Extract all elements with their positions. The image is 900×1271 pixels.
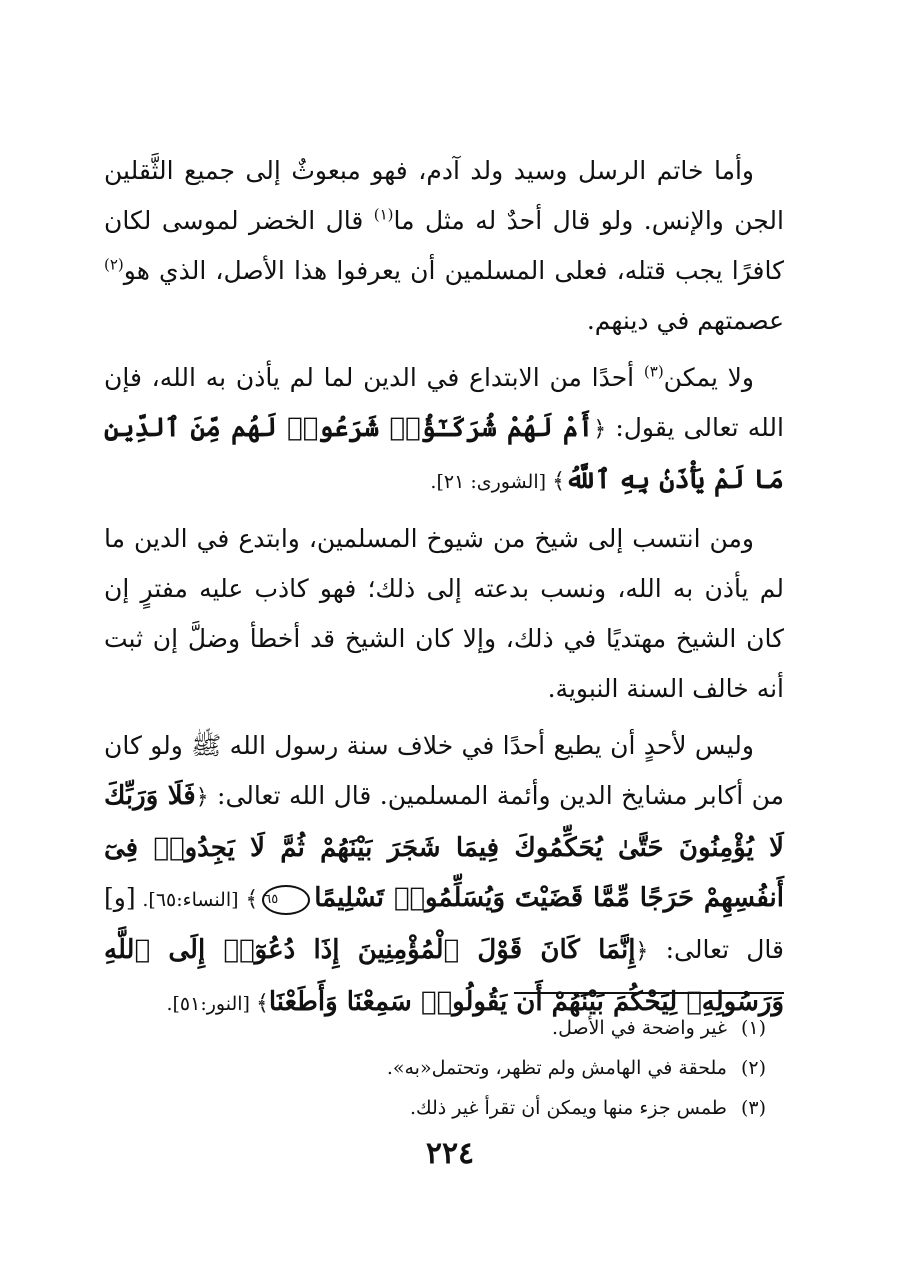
page-number: ٢٢٤ xyxy=(425,1136,475,1171)
paragraph-4-text-a: وليس لأحدٍ أن يطيع أحدًا في خلاف سنة رسول الله ﷺ ولو كان من أكابر مشايخ الدين وأئمة المسلمين. قال الله تعالى: xyxy=(104,731,784,810)
paragraph-1-text-a: وأما خاتم الرسل وسيد ولد آدم، فهو مبعوثٌ إلى جميع الثَّقلين الجن والإنس. ولو قال أحدٌ له مثل ما xyxy=(104,156,784,235)
paragraph-1 xyxy=(104,146,784,346)
footnote-2 xyxy=(126,1048,766,1088)
quran-open-bracket: ﴿ xyxy=(195,785,209,810)
quran-close-bracket: ﴾ xyxy=(552,469,565,494)
footnote-1 xyxy=(126,1008,766,1048)
verse-reference-nur: [النور:٥١]. xyxy=(166,993,256,1015)
quran-close-bracket: ﴾ xyxy=(255,991,269,1016)
footnote-ref-2: (٢) xyxy=(104,255,124,274)
paragraph-2 xyxy=(104,353,784,507)
paragraph-3-text: ومن انتسب إلى شيخ من شيوخ المسلمين، وابتدع في الدين ما لم يأذن به الله، ونسب بدعته إلى ذلك؛ فهو كاذب عليه مفترٍ إن كان الشيخ مهتديًا في ذلك، وإلا كان الشيخ قد أخطأ وضلَّ إن ثبت أنه خالف السنة النبوية. xyxy=(104,524,784,703)
paragraph-2-text-b: أحدًا من الابتداع في الدين لما لم يأذن به الله، فإن الله تعالى يقول: xyxy=(104,363,784,442)
quran-verse-nur: إِنَّمَا كَانَ قَوْلَ ٱلْمُؤْمِنِينَ إِذَا دُعُوٓا۟ إِلَى ٱللَّهِ وَرَسُولِهِۦ لِيَحْكُمَ بَيْنَهُمْ أَن يَقُولُوا۟ سَمِعْنَا وَأَطَعْنَا xyxy=(104,935,784,1017)
paragraph-2-text-a: ولا يمكن xyxy=(663,363,754,392)
paragraph-1-text-b: قال الخضر لموسى لكان كافرًا يجب قتله، فعلى المسلمين أن يعرفوا هذا الأصل، الذي هو xyxy=(104,206,784,285)
footnote-text: طمس جزء منها ويمكن أن تقرأ غير ذلك. xyxy=(409,1097,727,1119)
verse-reference-nisa: [النساء:٦٥]. xyxy=(135,889,246,911)
footnote-number: (٣) xyxy=(740,1097,766,1119)
paragraph-1-text-c: عصمتهم في دينهم. xyxy=(586,306,784,335)
footnote-number: (١) xyxy=(740,1017,766,1039)
footnote-text: غير واضحة في الأصل. xyxy=(552,1017,727,1039)
main-text xyxy=(104,146,784,1029)
paragraph-3 xyxy=(104,514,784,714)
quran-close-bracket: ﴾ xyxy=(245,887,259,912)
paragraph-4 xyxy=(104,721,784,1029)
footnote-ref-1: (١) xyxy=(373,205,394,224)
footnotes xyxy=(126,1008,766,1128)
quran-open-bracket: ﴿ xyxy=(593,417,607,442)
verse-reference-shura: [الشورى: ٢١]. xyxy=(430,471,553,493)
footnote-ref-3: (٣) xyxy=(643,362,664,381)
quran-verse-shura: أَمْ لَهُمْ شُرَكَـٰٓؤُا۟ شَرَعُوا۟ لَهُم مِّنَ ٱلدِّينِ مَا لَمْ يَأْذَنۢ بِهِ ٱللَّهُ xyxy=(104,413,784,495)
footnote-divider xyxy=(514,992,784,994)
quran-verse-nisa: فَلَا وَرَبِّكَ لَا يُؤْمِنُونَ حَتَّىٰ يُحَكِّمُوكَ فِيمَا شَجَرَ بَيْنَهُمْ ثُمَّ لَا يَجِدُوا۟ فِىٓ أَنفُسِهِمْ حَرَجًا مِّمَّا قَضَيْتَ وَيُسَلِّمُوا۟ تَسْلِيمًا xyxy=(104,781,784,913)
footnote-number: (٢) xyxy=(740,1057,766,1079)
footnote-3 xyxy=(126,1088,766,1128)
footnote-text: ملحقة في الهامش ولم تظهر، وتحتمل«به». xyxy=(386,1057,727,1079)
verse-number-mark: ٦٥ xyxy=(262,885,310,915)
paragraph-4-text-b: [و] قال تعالى: xyxy=(104,883,784,964)
quran-open-bracket: ﴿ xyxy=(635,939,649,964)
